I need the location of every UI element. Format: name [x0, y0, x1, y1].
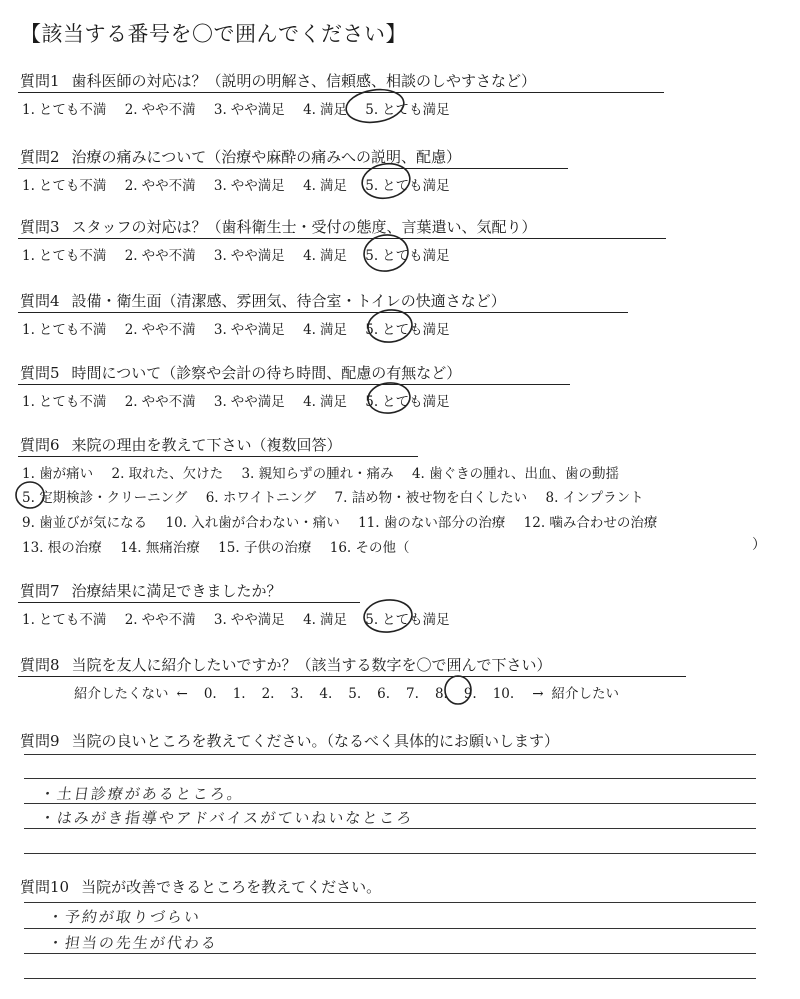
question-number: 質問6 [20, 436, 60, 454]
question-text: 設備・衛生面（清潔感、雰囲気、待合室・トイレの快適さなど） [71, 292, 506, 310]
option-2[interactable]: 2. やや不満 [124, 178, 196, 194]
handwritten-answer[interactable]: ・担当の先生が代わる [46, 934, 220, 952]
scale-value[interactable]: 1. [232, 686, 246, 702]
reason-option[interactable]: 13. 根の治療 [22, 540, 102, 556]
answer-line [24, 853, 756, 854]
question-text: 時間について（診察や会計の待ち時間、配慮の有無など） [71, 364, 462, 382]
question-number: 質問8 [20, 656, 60, 674]
question-underline [18, 92, 664, 93]
reason-option[interactable]: 9. 歯並びが気になる [22, 515, 148, 531]
question-text: 当院を友人に紹介したいですか？（該当する数字を〇で囲んで下さい） [71, 656, 552, 674]
question-number: 質問10 [20, 878, 70, 896]
option-4[interactable]: 4. 満足 [303, 394, 347, 410]
answer-options [22, 98, 464, 118]
option-5[interactable]: 5. とても満足 [365, 612, 450, 628]
option-5[interactable]: 5. とても満足 [365, 178, 450, 194]
scale-value[interactable]: 2. [261, 686, 275, 702]
scale-value[interactable]: 9. [463, 686, 477, 702]
option-3[interactable]: 3. やや満足 [213, 102, 285, 118]
reason-option[interactable]: 1. 歯が痛い [22, 466, 94, 482]
question-number: 質問7 [20, 582, 60, 600]
option-4[interactable]: 4. 満足 [303, 102, 347, 118]
option-1[interactable]: 1. とても不満 [22, 248, 107, 264]
option-2[interactable]: 2. やや不満 [124, 248, 196, 264]
option-3[interactable]: 3. やや満足 [213, 248, 285, 264]
reason-option[interactable]: 10. 入れ歯が合わない・痛い [165, 515, 340, 531]
option-3[interactable]: 3. やや満足 [213, 394, 285, 410]
question-underline [18, 384, 570, 385]
question-underline [18, 456, 418, 457]
question-number: 質問3 [20, 218, 60, 236]
reason-row-3 [22, 511, 671, 531]
question-underline [18, 238, 666, 239]
question-number: 質問2 [20, 148, 60, 166]
reason-option[interactable]: 6. ホワイトニング [205, 490, 317, 506]
question-text: 当院の良いところを教えてください。（なるべく具体的にお願いします） [71, 732, 560, 750]
option-5[interactable]: 5. とても満足 [365, 394, 450, 410]
scale-left-label: 紹介したくない [74, 686, 169, 702]
option-4[interactable]: 4. 満足 [303, 248, 347, 264]
recommend-scale [74, 682, 619, 702]
reason-option[interactable]: 12. 噛み合わせの治療 [523, 515, 658, 531]
question-text: 歯科医師の対応は？（説明の明解さ、信頼感、相談のしやすさなど） [71, 72, 536, 90]
option-4[interactable]: 4. 満足 [303, 612, 347, 628]
option-5[interactable]: 5. とても満足 [365, 322, 450, 338]
reason-option[interactable]: 3. 親知らずの腫れ・痛み [241, 466, 394, 482]
option-4[interactable]: 4. 満足 [303, 322, 347, 338]
answer-line [24, 902, 756, 903]
question-text: 来院の理由を教えて下さい（複数回答） [71, 436, 342, 454]
scale-value[interactable]: 4. [319, 686, 333, 702]
reason-row-1 [22, 462, 633, 482]
scale-value[interactable]: 10. [492, 686, 515, 702]
question-2-heading [20, 146, 461, 167]
left-arrow-icon: ← [176, 686, 188, 702]
scale-value[interactable]: 7. [406, 686, 419, 702]
question-number: 質問5 [20, 364, 60, 382]
option-1[interactable]: 1. とても不満 [22, 612, 107, 628]
answer-line [24, 953, 756, 954]
reason-option[interactable]: 8. インプラント [545, 490, 644, 506]
option-1[interactable]: 1. とても不満 [22, 322, 107, 338]
question-6-heading [20, 434, 342, 455]
scale-value[interactable]: 6. [377, 686, 391, 702]
question-text: スタッフの対応は？（歯科衛生士・受付の態度、言葉遣い、気配り） [71, 218, 537, 236]
option-5[interactable]: 5. とても満足 [365, 102, 450, 118]
scale-value[interactable]: 5. [348, 686, 362, 702]
question-underline [18, 676, 686, 677]
option-2[interactable]: 2. やや不満 [124, 322, 196, 338]
option-3[interactable]: 3. やや満足 [213, 178, 285, 194]
reason-option[interactable]: 14. 無痛治療 [120, 540, 200, 556]
question-1-heading [20, 70, 536, 91]
reason-option[interactable]: 15. 子供の治療 [218, 540, 312, 556]
question-text: 治療結果に満足できましたか？ [71, 582, 282, 600]
answer-line [24, 778, 756, 779]
answer-line [24, 978, 756, 979]
option-1[interactable]: 1. とても不満 [22, 178, 107, 194]
question-text: 当院が改善できるところを教えてください。 [81, 878, 382, 896]
answer-options [22, 318, 464, 338]
answer-line [24, 754, 756, 755]
question-underline [18, 602, 360, 603]
answer-options [22, 390, 464, 410]
handwritten-answer[interactable]: ・予約が取りづらい [46, 908, 203, 926]
reason-row-4 [22, 536, 424, 556]
question-9-heading [20, 730, 559, 751]
question-3-heading [20, 216, 537, 237]
question-number: 質問4 [20, 292, 60, 310]
question-5-heading [20, 362, 461, 383]
scale-right-label: 紹介したい [551, 686, 620, 702]
question-8-heading [20, 654, 552, 675]
option-5[interactable]: 5. とても満足 [365, 248, 450, 264]
reason-option[interactable]: 11. 歯のない部分の治療 [358, 515, 506, 531]
option-4[interactable]: 4. 満足 [303, 178, 347, 194]
reason-option[interactable]: 5. 定期検診・クリーニング [22, 490, 188, 506]
option-1[interactable]: 1. とても不満 [22, 102, 107, 118]
answer-options [22, 244, 464, 264]
option-3[interactable]: 3. やや満足 [213, 612, 285, 628]
right-arrow-icon: → [532, 686, 544, 702]
answer-options [22, 608, 464, 628]
option-3[interactable]: 3. やや満足 [213, 322, 285, 338]
reason-option[interactable]: 16. その他（ [329, 540, 410, 556]
scale-value[interactable]: 0. [203, 686, 217, 702]
handwritten-answer[interactable]: ・はみがき指導やアドバイスがていねいなところ [38, 809, 415, 827]
reason-row-2 [22, 486, 658, 506]
scale-value[interactable]: 8. [434, 686, 448, 702]
form-title: 【該当する番号を〇で囲んでください】 [20, 22, 407, 46]
question-underline [18, 168, 568, 169]
question-4-heading [20, 290, 506, 311]
question-text: 治療の痛みについて（治療や麻酔の痛みへの説明、配慮） [71, 148, 461, 166]
handwritten-answer[interactable]: ・土日診療があるところ。 [38, 785, 246, 803]
question-number: 質問9 [20, 732, 60, 750]
option-2[interactable]: 2. やや不満 [124, 394, 196, 410]
reason-option[interactable]: 2. 取れた、欠けた [111, 466, 224, 482]
answer-line [24, 828, 756, 829]
question-10-heading [20, 876, 381, 897]
answer-line [24, 928, 756, 929]
question-number: 質問1 [20, 72, 60, 90]
reason-option[interactable]: 7. 詰め物・被せ物を白くしたい [334, 490, 528, 506]
question-7-heading [20, 580, 282, 601]
option-2[interactable]: 2. やや不満 [124, 102, 196, 118]
answer-options [22, 174, 464, 194]
option-1[interactable]: 1. とても不満 [22, 394, 107, 410]
other-close-paren: ） [752, 537, 766, 553]
reason-option[interactable]: 4. 歯ぐきの腫れ、出血、歯の動揺 [411, 466, 619, 482]
question-underline [18, 312, 628, 313]
scale-value[interactable]: 3. [290, 686, 304, 702]
option-2[interactable]: 2. やや不満 [124, 612, 196, 628]
